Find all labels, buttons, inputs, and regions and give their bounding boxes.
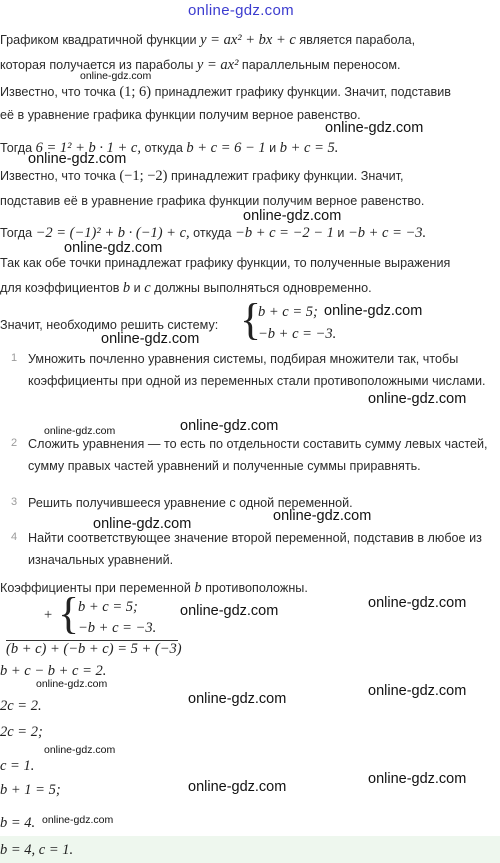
solution-line-1: b + c − b + c = 2. — [0, 663, 107, 679]
both-text-3: должны выполняться одновременно. — [154, 281, 372, 295]
sub1-equation: 6 = 1² + b · 1 + c, — [35, 140, 141, 156]
sub1-result-2: b + c = 5. — [279, 140, 339, 156]
sub2-result-1: −b + c = −2 − 1 — [235, 225, 334, 241]
step-2-text: Сложить уравнения — то есть по отдельности составить сумму левых частей, сумму правых частей уравнений и полученные суммы приравнять. — [28, 437, 488, 473]
watermark: online-gdz.com — [44, 744, 116, 756]
watermark: online-gdz.com — [188, 779, 287, 795]
point1-text-2: принадлежит графику функции. Значит, подставив — [154, 85, 451, 99]
sub2-equation: −2 = (−1)² + b · (−1) + c, — [35, 225, 190, 241]
sub2-text-2: откуда — [193, 226, 232, 240]
point1-text-1: Известно, что точка — [0, 85, 116, 99]
intro-text-2: является парабола, — [299, 33, 416, 47]
watermark: online-gdz.com — [324, 303, 423, 319]
var-c: c — [144, 280, 151, 296]
coef-var: b — [194, 580, 202, 596]
watermark: online-gdz.com — [368, 595, 467, 611]
watermark: online-gdz.com — [93, 516, 192, 532]
both-text-1: для коэффициентов — [0, 281, 120, 295]
intro-line-1 — [0, 32, 415, 49]
both-text-2: и — [133, 281, 141, 295]
sub2-text-3: и — [337, 226, 345, 240]
point2-line-2: подставив её в уравнение графика функции получим верное равенство. — [0, 194, 425, 208]
sub2-text-1: Тогда — [0, 226, 33, 240]
point2-text-2: принадлежит графику функции. Значит, — [170, 169, 404, 183]
intro-text-3: которая получается из параболы — [0, 58, 194, 72]
step-4-text: Найти соответствующее значение второй переменной, подставив в любое из изначальных уравнений. — [28, 531, 482, 567]
system-eq-1: b + c = 5; — [258, 304, 318, 320]
watermark: online-gdz.com — [325, 120, 424, 136]
watermark: online-gdz.com — [368, 771, 467, 787]
plus-sign: + — [44, 607, 53, 623]
solution-line-3: 2c = 2; — [0, 724, 43, 740]
solution-line-6: b = 4. — [0, 815, 36, 831]
watermark: online-gdz.com — [180, 418, 279, 434]
point2-text-1: Известно, что точка — [0, 169, 116, 183]
step-1-text: Умножить почленно уравнения системы, подбирая множители так, чтобы коэффициенты при одной из переменных стали противоположными числами. — [28, 352, 486, 388]
sum-result: (b + c) + (−b + c) = 5 + (−3) — [6, 641, 182, 657]
coef-line — [0, 580, 308, 597]
both-points-line-2 — [0, 280, 372, 297]
sub1-text-1: Тогда — [0, 141, 33, 155]
watermark: online-gdz.com — [368, 391, 467, 407]
var-b: b — [122, 280, 131, 296]
watermark: online-gdz.com — [188, 691, 287, 707]
sub2-result-2: −b + c = −3. — [347, 225, 427, 241]
step-3-text: Решить получившееся уравнение с одной переменной. — [28, 496, 353, 510]
system-intro: Значит, необходимо решить систему: — [0, 318, 219, 332]
step-2-number: 2 — [11, 437, 18, 449]
watermark: online-gdz.com — [243, 208, 342, 224]
intro-text-4: параллельным переносом. — [241, 58, 401, 72]
watermark: online-gdz.com — [42, 814, 114, 826]
point1-coords: (1; 6) — [119, 84, 152, 100]
both-points-line-1: Так как обе точки принадлежат графику функции, то полученные выражения — [0, 256, 451, 270]
watermark: online-gdz.com — [80, 70, 152, 82]
answer-highlight — [0, 836, 500, 863]
system-eq-2: −b + c = −3. — [258, 326, 337, 342]
step-4-number: 4 — [11, 531, 18, 543]
watermark-top: online-gdz.com — [188, 2, 294, 19]
sub1-text-2: откуда — [144, 141, 183, 155]
answer: b = 4, c = 1. — [0, 842, 74, 858]
formula-parabola: y = ax² — [196, 57, 239, 73]
sub1-text-3: и — [269, 141, 277, 155]
watermark: online-gdz.com — [101, 331, 200, 347]
system-brace: { — [240, 295, 262, 344]
watermark: online-gdz.com — [368, 683, 467, 699]
intro-text-1: Графиком квадратичной функции — [0, 33, 197, 47]
watermark: online-gdz.com — [273, 508, 372, 524]
point2-coords: (−1; −2) — [119, 168, 168, 184]
sum-brace: { — [58, 589, 80, 638]
sub1-result-1: b + c = 6 − 1 — [186, 140, 266, 156]
intro-line-2 — [0, 57, 401, 74]
sum-eq-2: −b + c = −3. — [78, 620, 157, 636]
step-1-number: 1 — [11, 352, 18, 364]
watermark: online-gdz.com — [180, 603, 279, 619]
point2-line-1 — [0, 168, 404, 185]
sum-eq-1: b + c = 5; — [78, 599, 138, 615]
step-3-number: 3 — [11, 496, 18, 508]
point1-line-2: её в уравнение графика функции получим верное равенство. — [0, 108, 361, 122]
watermark: online-gdz.com — [36, 678, 108, 690]
solution-line-5: b + 1 = 5; — [0, 782, 61, 798]
watermark: online-gdz.com — [44, 425, 116, 437]
watermark: online-gdz.com — [64, 240, 163, 256]
formula-quadratic: y = ax² + bx + c — [200, 32, 296, 48]
watermark: online-gdz.com — [28, 151, 127, 167]
solution-line-2: 2c = 2. — [0, 698, 42, 714]
coef-text-2: противоположны. — [205, 581, 308, 595]
solution-line-4: c = 1. — [0, 758, 35, 774]
coef-text-1: Коэффициенты при переменной — [0, 581, 191, 595]
point1-line-1 — [0, 84, 451, 101]
